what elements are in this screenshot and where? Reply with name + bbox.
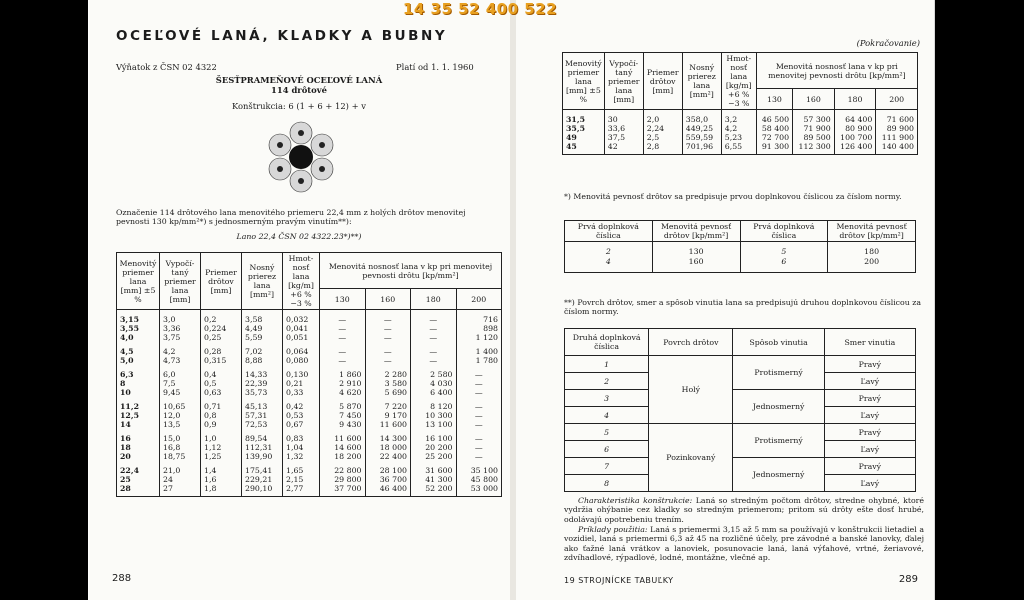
table-row	[565, 458, 916, 475]
table-cell: 35 100	[456, 461, 502, 475]
table-cell: 18 000	[365, 443, 411, 452]
table-cell: 4,5	[117, 342, 160, 356]
t3-digit: 1	[565, 356, 649, 373]
table-cell: 80 900	[834, 124, 876, 133]
table-cell: —	[320, 342, 366, 356]
table-cell: 71 900	[793, 124, 835, 133]
viewer-edge-left	[88, 0, 89, 600]
t3-head-method: Spôsob vinutia	[733, 329, 824, 356]
t3-head-direction: Smer vinutia	[824, 329, 915, 356]
table-cell: 0,42	[283, 397, 320, 411]
table-cell: 4,2	[160, 342, 201, 356]
table-cell: 2 280	[365, 365, 411, 379]
table-cell: 27	[160, 484, 201, 497]
table-cell: 0,130	[283, 365, 320, 379]
table-cell: 7 220	[365, 397, 411, 411]
col-nominal-diameter: Menovitý priemer lana [mm] ±5 %	[117, 253, 160, 310]
table-cell: —	[456, 411, 502, 420]
t3-direction: Ľavý	[824, 373, 915, 390]
table-cell: 0,4	[201, 365, 242, 379]
table-cell: 716	[456, 310, 502, 325]
table-cell: 16	[117, 429, 160, 443]
usage-examples: Príklady použitia: Laná s priemermi 3,15 až 5 mm sa používajú v konštrukcii lietadiel a vozidiel, laná s priemermi 6,3 až 45 na rozličné účely, pre závodné a banské lanovky, ďalej ako ťažné laná vrátkov a lanoviek, posunovacie laná, laná výťahové, vrtné, žeriavové, zdvíhadlové, rýpadlové, lodné, montážne, vlečné ap.	[564, 525, 925, 563]
col-s200: 200	[876, 89, 918, 110]
table-cell: 112 300	[793, 142, 835, 155]
table-cell: 3 580	[365, 379, 411, 388]
table-cell: 2,8	[643, 142, 682, 155]
table-row	[117, 443, 502, 452]
left-page	[88, 0, 510, 600]
table-cell: 15,0	[160, 429, 201, 443]
table-cell: 0,63	[201, 388, 242, 397]
table-cell: 3,0	[160, 310, 201, 325]
table-row	[565, 390, 916, 407]
table-cell: 45,13	[242, 397, 283, 411]
continuation-label: (Pokračovanie)	[856, 38, 920, 48]
table-cell: 0,9	[201, 420, 242, 429]
table-row	[565, 356, 916, 373]
table-row	[117, 452, 502, 461]
t3-direction: Pravý	[824, 390, 915, 407]
table-cell: 53 000	[456, 484, 502, 497]
table-cell: 4 620	[320, 388, 366, 397]
table-cell: 71 600	[876, 110, 918, 125]
col-s160: 160	[793, 89, 835, 110]
table-cell: 449,25	[682, 124, 721, 133]
table-row	[117, 461, 502, 475]
table-cell: —	[365, 356, 411, 365]
table-cell: 10,65	[160, 397, 201, 411]
table-row	[117, 420, 502, 429]
table-row	[117, 365, 502, 379]
table-cell: 52 200	[411, 484, 457, 497]
table-cell: 22 400	[365, 452, 411, 461]
table-cell: —	[456, 397, 502, 411]
t2-head-strength-1: Menovitá pevnosť drôtov [kp/mm²]	[652, 221, 740, 242]
t3-direction: Pravý	[824, 356, 915, 373]
table-cell: 46 500	[756, 110, 792, 125]
table-cell: 6,55	[721, 142, 756, 155]
footer-book-title: 19 STROJNÍCKE TABUĽKY	[564, 576, 674, 585]
table-cell: 2,5	[643, 133, 682, 142]
designation-example: Lano 22,4 ČSN 02 4322.23*)**)	[236, 232, 362, 241]
table-row	[117, 310, 502, 325]
t2-digit-cell: 5 6	[740, 242, 828, 273]
table-cell: 25	[117, 475, 160, 484]
table-cell: 4,73	[160, 356, 201, 365]
table-cell: 112,31	[242, 443, 283, 452]
page-number-left: 288	[112, 573, 132, 584]
table-cell: 8,88	[242, 356, 283, 365]
strength-digit-table	[564, 220, 916, 273]
table-cell: 0,224	[201, 324, 242, 333]
col-mass: Hmot-nosť lana [kg/m] +6 % −3 %	[283, 253, 320, 310]
construction-characteristics: Charakteristika konštrukcie: Laná so stredným počtom drôtov, stredne ohybné, ktoré vydržia ohýbanie cez kladky so stredným priemerom; pritom sú drôty ešte dosť hrubé, odolávajú opotrebeniu trením.	[564, 496, 924, 524]
table-cell: 290,10	[242, 484, 283, 497]
table-row	[117, 429, 502, 443]
table-cell: 1,12	[201, 443, 242, 452]
section-subtitle: 114 drôtové	[271, 85, 327, 95]
col-calc-diameter: Vypočí-taný priemer lana [mm]	[160, 253, 201, 310]
table-cell: —	[456, 443, 502, 452]
table-cell: 13 100	[411, 420, 457, 429]
table-cell: 89 500	[793, 133, 835, 142]
table-cell: 3,55	[117, 324, 160, 333]
table-cell: 898	[456, 324, 502, 333]
table-cell: 58 400	[756, 124, 792, 133]
table-cell: 2,15	[283, 475, 320, 484]
table-cell: 559,59	[682, 133, 721, 142]
table-cell: 18,75	[160, 452, 201, 461]
table-cell: —	[365, 324, 411, 333]
table-cell: 37,5	[604, 133, 643, 142]
col-calc-diameter: Vypočí-taný priemer lana [mm]	[604, 53, 643, 110]
table-cell: 1,4	[201, 461, 242, 475]
table-cell: 20 200	[411, 443, 457, 452]
table-cell: 18	[117, 443, 160, 452]
table-cell: 0,67	[283, 420, 320, 429]
table-cell: 4,2	[721, 124, 756, 133]
col-s200: 200	[456, 289, 502, 310]
table-cell: 2 910	[320, 379, 366, 388]
table-cell: 1 120	[456, 333, 502, 342]
table-cell: 30	[604, 110, 643, 125]
t2-digit-cell: 2 4	[565, 242, 653, 273]
table-cell: 14 300	[365, 429, 411, 443]
table-cell: —	[456, 365, 502, 379]
table-cell: 0,2	[201, 310, 242, 325]
col-nominal-diameter: Menovitý priemer lana [mm] ±5 %	[563, 53, 605, 110]
table-cell: —	[320, 310, 366, 325]
table-cell: 91 300	[756, 142, 792, 155]
table-cell: 36 700	[365, 475, 411, 484]
table-row	[117, 484, 502, 497]
table-cell: 42	[604, 142, 643, 155]
table-cell: 0,28	[201, 342, 242, 356]
table-cell: 89,54	[242, 429, 283, 443]
footnote-strength: *) Menovitá pevnosť drôtov sa predpisuje prvou doplnkovou číslicou za číslom normy.	[564, 192, 902, 201]
viewer-edge-right	[934, 0, 935, 600]
t3-digit: 2	[565, 373, 649, 390]
table-cell: 22 800	[320, 461, 366, 475]
right-page	[516, 0, 934, 600]
table-cell: 7 450	[320, 411, 366, 420]
table-cell: —	[365, 342, 411, 356]
table-cell: 14,33	[242, 365, 283, 379]
table-cell: 701,96	[682, 142, 721, 155]
t3-method: Protismerný	[733, 424, 824, 458]
table-cell: 31,5	[563, 110, 605, 125]
table-cell: 1 780	[456, 356, 502, 365]
col-s130: 130	[756, 89, 792, 110]
table-cell: 5 690	[365, 388, 411, 397]
table-cell: 1,25	[201, 452, 242, 461]
t2-head-strength-2: Menovitá pevnosť drôtov [kp/mm²]	[828, 221, 916, 242]
table-cell: 2 580	[411, 365, 457, 379]
t3-surface: Holý	[649, 356, 733, 424]
rope-parameters-table	[116, 252, 502, 497]
table-row	[117, 333, 502, 342]
table-cell: 29 800	[320, 475, 366, 484]
table-cell: 1,04	[283, 443, 320, 452]
table-cell: 1,65	[283, 461, 320, 475]
t3-digit: 4	[565, 407, 649, 424]
table-cell: 6 400	[411, 388, 457, 397]
table-cell: 0,71	[201, 397, 242, 411]
surface-winding-table	[564, 328, 916, 492]
table-row	[117, 475, 502, 484]
t3-digit: 6	[565, 441, 649, 458]
table-cell: 11,2	[117, 397, 160, 411]
table-cell: 126 400	[834, 142, 876, 155]
t3-digit: 8	[565, 475, 649, 492]
table-cell: 0,032	[283, 310, 320, 325]
construction-formula: Konštrukcia: 6 (1 + 6 + 12) + v	[231, 101, 367, 111]
table-cell: —	[320, 333, 366, 342]
page-number-right: 289	[898, 574, 918, 585]
table-cell: 4 030	[411, 379, 457, 388]
table-cell: 16,8	[160, 443, 201, 452]
t2-head-digit-1: Prvá doplnková číslica	[565, 221, 653, 242]
table-cell: 3,2	[721, 110, 756, 125]
table-cell: 0,5	[201, 379, 242, 388]
table-cell: 1 860	[320, 365, 366, 379]
table-cell: 0,21	[283, 379, 320, 388]
standard-extract: Výňatok z ČSN 02 4322	[116, 62, 217, 72]
table-cell: 5,23	[721, 133, 756, 142]
t3-method: Jednosmerný	[733, 390, 824, 424]
table-cell: 57,31	[242, 411, 283, 420]
t3-direction: Pravý	[824, 458, 915, 475]
table-cell: 0,041	[283, 324, 320, 333]
table-cell: —	[456, 420, 502, 429]
phone-watermark: 14 35 52 400 522	[402, 0, 558, 18]
table-cell: 358,0	[682, 110, 721, 125]
table-cell: 64 400	[834, 110, 876, 125]
table-row	[117, 324, 502, 333]
table-row	[117, 397, 502, 411]
table-row	[117, 411, 502, 420]
table-cell: 3,15	[117, 310, 160, 325]
table-row	[563, 133, 918, 142]
table-cell: 18 200	[320, 452, 366, 461]
t2-strength-cell: 130 160	[652, 242, 740, 273]
t3-method: Protismerný	[733, 356, 824, 390]
table-cell: 6,3	[117, 365, 160, 379]
table-cell: 0,315	[201, 356, 242, 365]
table-cell: 2,24	[643, 124, 682, 133]
table-cell: 0,53	[283, 411, 320, 420]
table-cell: 45	[563, 142, 605, 155]
col-load-capacity: Menovitá nosnosť lana v kp pri menovitej pevnosti drôtu [kp/mm²]	[756, 53, 917, 89]
table-cell: 1,6	[201, 475, 242, 484]
table-cell: 9,45	[160, 388, 201, 397]
table-row	[563, 110, 918, 125]
table-row	[565, 424, 916, 441]
table-cell: —	[456, 388, 502, 397]
table-cell: 1 400	[456, 342, 502, 356]
col-s160: 160	[365, 289, 411, 310]
table-cell: —	[456, 429, 502, 443]
table-cell: 7,5	[160, 379, 201, 388]
col-mass: Hmot-nosť lana [kg/m] +6 % −3 %	[721, 53, 756, 110]
valid-from: Platí od 1. 1. 1960	[396, 62, 474, 72]
table-cell: 28 100	[365, 461, 411, 475]
col-cross-section: Nosný prierez lana [mm²]	[682, 53, 721, 110]
table-cell: 8 120	[411, 397, 457, 411]
table-row	[563, 142, 918, 155]
chapter-title: OCEĽOVÉ LANÁ, KLADKY A BUBNY	[116, 28, 448, 44]
table-cell: 37 700	[320, 484, 366, 497]
table-cell: 21,0	[160, 461, 201, 475]
table-cell: 20	[117, 452, 160, 461]
table-cell: 22,4	[117, 461, 160, 475]
table-cell: 9 430	[320, 420, 366, 429]
table-cell: 16 100	[411, 429, 457, 443]
table-cell: 5 870	[320, 397, 366, 411]
table-cell: 4,49	[242, 324, 283, 333]
table-cell: 10 300	[411, 411, 457, 420]
table-cell: 0,33	[283, 388, 320, 397]
table-cell: 12,5	[117, 411, 160, 420]
table-cell: 7,02	[242, 342, 283, 356]
table-cell: 139,90	[242, 452, 283, 461]
table-cell: —	[320, 356, 366, 365]
table-cell: 72 700	[756, 133, 792, 142]
table-cell: 14 600	[320, 443, 366, 452]
table-cell: 0,080	[283, 356, 320, 365]
table-cell: 12,0	[160, 411, 201, 420]
table-cell: 31 600	[411, 461, 457, 475]
designation-text: Označenie 114 drôtového lana menovitého priemeru 22,4 mm z holých drôtov menovitej pevnosti 130 kp/mm²*) s jednosmerným pravým vinutím**):	[116, 208, 466, 227]
table-cell: 2,0	[643, 110, 682, 125]
table-cell: 1,0	[201, 429, 242, 443]
table-cell: —	[320, 324, 366, 333]
t3-method: Jednosmerný	[733, 458, 824, 492]
section-title: ŠESŤPRAMEŇOVÉ OCEĽOVÉ LANÁ	[215, 75, 383, 85]
table-cell: 11 600	[365, 420, 411, 429]
col-cross-section: Nosný prierez lana [mm²]	[242, 253, 283, 310]
table-cell: 0,83	[283, 429, 320, 443]
t2-head-digit-2: Prvá doplnková číslica	[740, 221, 828, 242]
table-cell: 11 600	[320, 429, 366, 443]
t3-direction: Ľavý	[824, 441, 915, 458]
table-cell: —	[411, 356, 457, 365]
table-cell: 140 400	[876, 142, 918, 155]
table-row	[117, 379, 502, 388]
col-s130: 130	[320, 289, 366, 310]
table-cell: 111 900	[876, 133, 918, 142]
table-cell: 0,051	[283, 333, 320, 342]
table-cell: —	[411, 342, 457, 356]
t3-direction: Pravý	[824, 424, 915, 441]
table-cell: 3,58	[242, 310, 283, 325]
table-cell: 100 700	[834, 133, 876, 142]
table-cell: 33,6	[604, 124, 643, 133]
table-cell: 8	[117, 379, 160, 388]
t3-direction: Ľavý	[824, 475, 915, 492]
table-cell: 49	[563, 133, 605, 142]
table-cell: 46 400	[365, 484, 411, 497]
table-cell: 9 170	[365, 411, 411, 420]
table-cell: 14	[117, 420, 160, 429]
table-cell: 4,0	[117, 333, 160, 342]
t3-digit: 5	[565, 424, 649, 441]
table-row	[117, 356, 502, 365]
table-cell: 35,5	[563, 124, 605, 133]
col-load-capacity: Menovitá nosnosť lana v kp pri menovitej pevnosti drôtu [kp/mm²]	[320, 253, 502, 289]
table-cell: —	[365, 333, 411, 342]
table-row	[117, 388, 502, 397]
table-cell: 1,32	[283, 452, 320, 461]
t3-digit: 3	[565, 390, 649, 407]
table-cell: 3,36	[160, 324, 201, 333]
rope-parameters-table-continued	[562, 52, 918, 155]
table-cell: 25 200	[411, 452, 457, 461]
t2-strength-cell: 180 200	[828, 242, 916, 273]
table-cell: 0,064	[283, 342, 320, 356]
table-cell: 35,73	[242, 388, 283, 397]
table-cell: 6,0	[160, 365, 201, 379]
table-row	[563, 124, 918, 133]
table-cell: 45 800	[456, 475, 502, 484]
t3-head-surface: Povrch drôtov	[649, 329, 733, 356]
col-wire-diameter: Priemer drôtov [mm]	[643, 53, 682, 110]
table-cell: 5,0	[117, 356, 160, 365]
footnote-surface: **) Povrch drôtov, smer a spôsob vinutia lana sa predpisujú druhou doplnkovou číslicou za číslom normy.	[564, 298, 922, 317]
t3-head-digit: Druhá doplnková číslica	[565, 329, 649, 356]
table-cell: —	[365, 310, 411, 325]
table-cell: 57 300	[793, 110, 835, 125]
table-cell: 0,8	[201, 411, 242, 420]
col-s180: 180	[834, 89, 876, 110]
table-cell: 24	[160, 475, 201, 484]
table-cell: 22,39	[242, 379, 283, 388]
table-cell: —	[456, 452, 502, 461]
table-cell: 41 300	[411, 475, 457, 484]
t3-digit: 7	[565, 458, 649, 475]
rope-cross-section-icon	[256, 118, 346, 196]
table-cell: —	[456, 379, 502, 388]
table-cell: —	[411, 324, 457, 333]
t3-direction: Ľavý	[824, 407, 915, 424]
table-cell: 28	[117, 484, 160, 497]
table-cell: 3,75	[160, 333, 201, 342]
table-cell: 10	[117, 388, 160, 397]
table-cell: 5,59	[242, 333, 283, 342]
table-row	[117, 342, 502, 356]
col-s180: 180	[411, 289, 457, 310]
table-cell: 89 900	[876, 124, 918, 133]
table-cell: 0,25	[201, 333, 242, 342]
t3-surface: Pozinkovaný	[649, 424, 733, 492]
col-wire-diameter: Priemer drôtov [mm]	[201, 253, 242, 310]
table-cell: —	[411, 310, 457, 325]
table-cell: 229,21	[242, 475, 283, 484]
table-cell: 13,5	[160, 420, 201, 429]
table-cell: 2,77	[283, 484, 320, 497]
table-cell: 175,41	[242, 461, 283, 475]
table-cell: 1,8	[201, 484, 242, 497]
table-cell: —	[411, 333, 457, 342]
table-cell: 72,53	[242, 420, 283, 429]
